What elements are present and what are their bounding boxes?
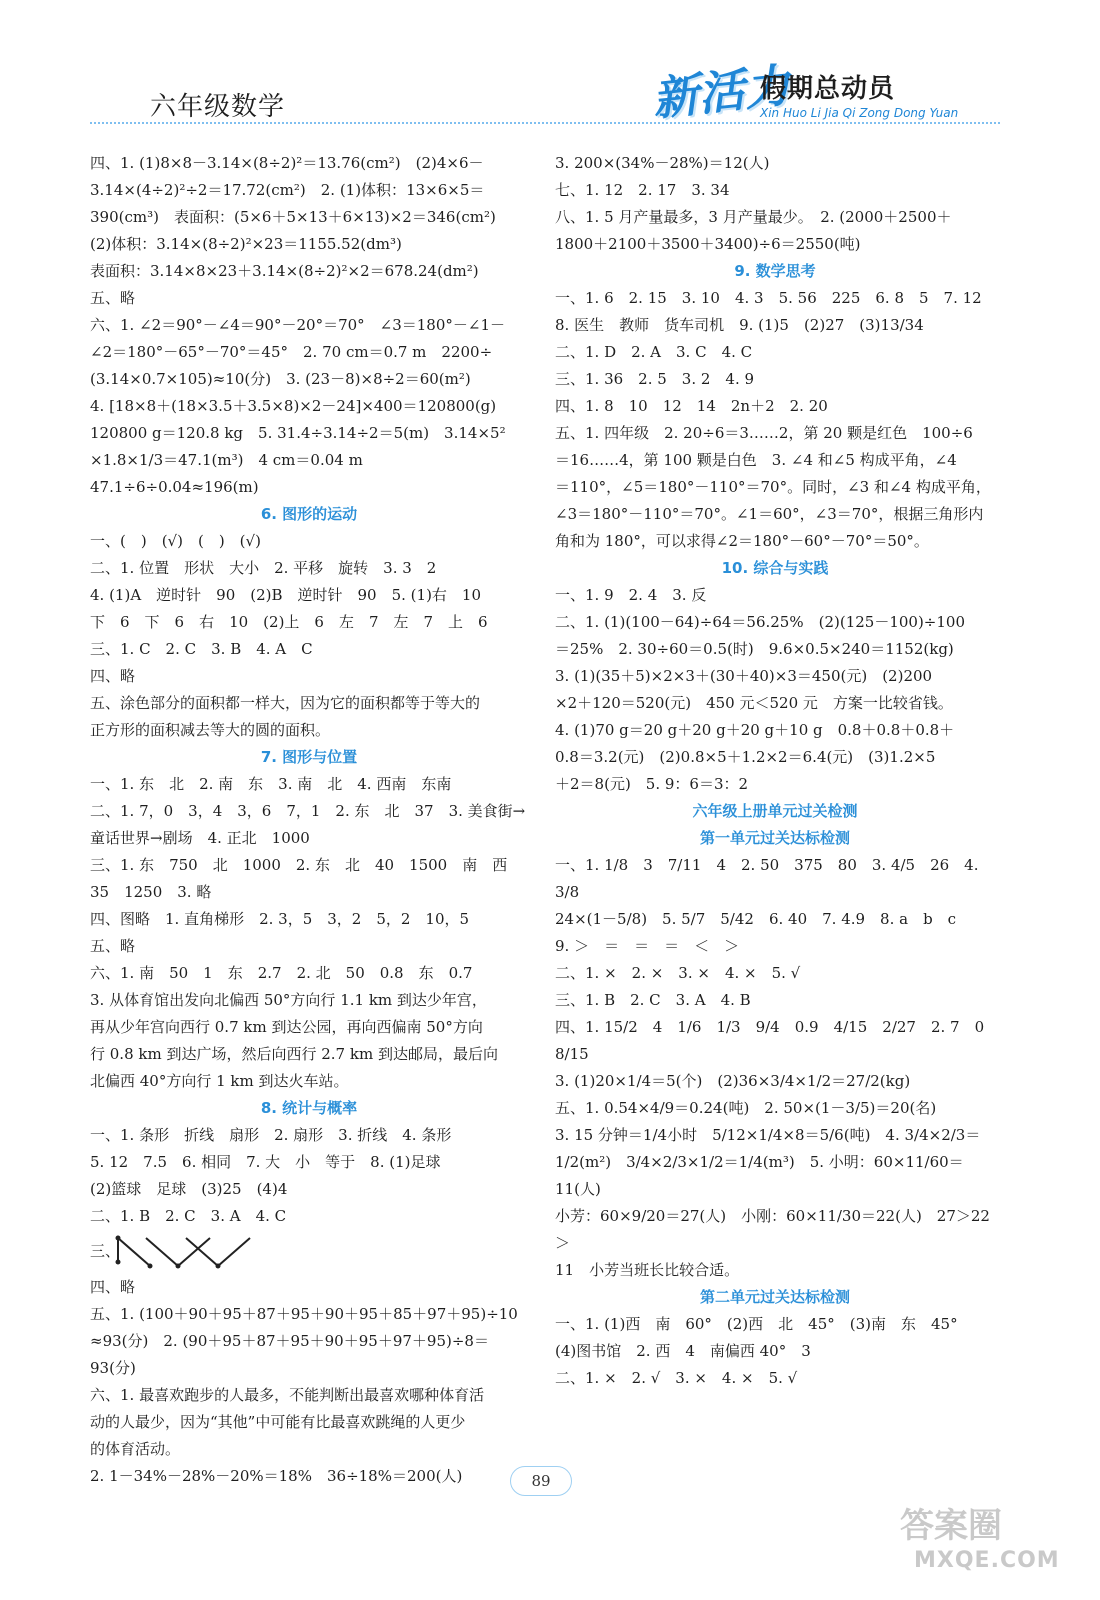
answer-line: 五、1. 0.54×4/9＝0.24(吨) 2. 50×(1－3/5)＝20(名): [555, 1099, 937, 1117]
answer-line: 4. (1)A 逆时针 90 (2)B 逆时针 90 5. (1)右 10: [90, 586, 482, 604]
matching-line-2: [146, 1238, 178, 1266]
answer-line: 4. (1)70 g＝20 g＋20 g＋20 g＋10 g 0.8＋0.8＋0.8＋: [555, 721, 955, 739]
matching-dot-3: [176, 1264, 181, 1269]
matching-line-4: [186, 1238, 218, 1266]
answer-line: 四、图略 1. 直角梯形 2. 3，5 3，2 5，2 10，5: [90, 910, 470, 928]
section-heading: 6. 图形的运动: [260, 505, 358, 523]
answer-line: ＋2＝8(元) 5. 9：6＝3：2: [555, 775, 749, 793]
answer-line: 一、1. 9 2. 4 3. 反: [555, 586, 707, 604]
answer-line: 三、1. 东 750 北 1000 2. 东 北 40 1500 南 西: [90, 856, 508, 874]
answer-line: 四、1. (1)8×8－3.14×(8÷2)²＝13.76(cm²) (2)4×6－: [90, 154, 484, 172]
answer-line: 一、1. (1)西 南 60° (2)西 北 45° (3)南 东 45°: [555, 1315, 958, 1333]
answer-line: 二、1. (1)(100－64)÷64＝56.25% (2)(125－100)÷100: [555, 613, 966, 631]
answer-line: 七、1. 12 2. 17 3. 34: [555, 181, 730, 199]
answer-line: 五、略: [90, 937, 136, 955]
logo-subtitle: 假期总动员: [760, 74, 896, 104]
section-heading: 9. 数学思考: [734, 262, 816, 280]
answer-line: 三、1. C 2. C 3. B 4. A C: [90, 640, 313, 658]
answer-line: 390(cm³) 表面积：(5×6＋5×13＋6×13)×2＝346(cm²): [90, 208, 496, 226]
answer-line: 表面积：3.14×8×23＋3.14×(8÷2)²×2＝678.24(dm²): [90, 262, 479, 280]
section-heading: 8. 统计与概率: [260, 1099, 358, 1117]
answer-line: 五、涂色部分的面积都一样大，因为它的面积都等于等大的: [90, 694, 481, 712]
answer-line: 三、1. B 2. C 3. A 4. B: [555, 991, 751, 1009]
answer-line: 角和为 180°，可以求得∠2＝180°－60°－70°＝50°。: [555, 532, 929, 550]
answer-line: 六、1. ∠2＝90°－∠4＝90°－20°＝70° ∠3＝180°－∠1－: [90, 316, 506, 334]
answer-line: (2)篮球 足球 (3)25 (4)4: [90, 1180, 288, 1198]
answer-line: 四、略: [90, 667, 136, 685]
answer-line: 24×(1－5/8) 5. 5/7 5/42 6. 40 7. 4.9 8. a b c: [555, 910, 957, 928]
answer-line: 1800＋2100＋3500＋3400)÷6＝2550(吨): [555, 235, 861, 253]
answer-line: 3. 15 分钟＝1/4小时 5/12×1/4×8＝5/6(吨) 4. 3/4×2/3＝: [555, 1126, 981, 1144]
answer-line: 二、1. × 2. √ 3. × 4. × 5. √: [555, 1369, 798, 1387]
answer-line: ∠3＝180°－110°＝70°。∠1＝60°，∠3＝70°，根据三角形内: [555, 505, 984, 523]
section-heading: 第一单元过关达标检测: [699, 829, 850, 847]
answer-line: 一、( ) (√) ( ) (√): [90, 532, 261, 550]
section-heading: 六年级上册单元过关检测: [692, 802, 858, 820]
answer-line: ＝110°，∠5＝180°－110°＝70°。同时，∠3 和∠4 构成平角，: [555, 478, 991, 496]
answer-line: 3. (1)20×1/4＝5(个) (2)36×3/4×1/2＝27/2(kg): [555, 1072, 911, 1090]
answer-line: ＝16……4，第 100 颗是白色 3. ∠4 和∠5 构成平角，∠4: [555, 451, 957, 469]
matching-line-5: [218, 1238, 250, 1266]
answer-line: (4)图书馆 2. 西 4 南偏西 40° 3: [555, 1342, 811, 1360]
answer-line: 11 小芳当班长比较合适。: [555, 1261, 740, 1279]
answer-line: 童话世界→剧场 4. 正北 1000: [90, 829, 310, 847]
answer-line: 四、1. 8 10 12 14 2n＋2 2. 20: [555, 397, 828, 415]
answer-line: 再从少年宫向西行 0.7 km 到达公园，再向西偏南 50°方向: [90, 1018, 483, 1036]
answer-line: 五、1. (100＋90＋95＋87＋95＋90＋95＋85＋97＋95)÷10: [90, 1305, 518, 1323]
answer-line: 5. 12 7.5 6. 相同 7. 大 小 等于 8. (1)足球: [90, 1153, 441, 1171]
answer-line: 动的人最少，因为“其他”中可能有比最喜欢跳绳的人更少: [90, 1413, 466, 1431]
answer-line: 8. 医生 教师 货车司机 9. (1)5 (2)27 (3)13/34: [555, 316, 924, 334]
answer-line: (2)体积：3.14×(8÷2)²×23＝1155.52(dm³): [90, 235, 402, 253]
matching-line-1: [118, 1238, 150, 1266]
answer-line: 一、1. 条形 折线 扇形 2. 扇形 3. 折线 4. 条形: [90, 1126, 452, 1144]
answer-line: 一、1. 东 北 2. 南 东 3. 南 北 4. 西南 东南: [90, 775, 452, 793]
answer-line: 五、1. 四年级 2. 20÷6＝3……2，第 20 颗是红色 100÷6: [555, 424, 973, 442]
answer-line: 9. ＞ ＝ ＝ ＝ ＜ ＞: [555, 937, 740, 955]
answer-line: 北偏西 40°方向行 1 km 到达火车站。: [90, 1072, 349, 1090]
answer-line: 六、1. 南 50 1 东 2.7 2. 北 50 0.8 东 0.7: [90, 964, 473, 982]
answer-line: 3. 200×(34%－28%)＝12(人): [555, 154, 770, 172]
answer-line: 一、1. 6 2. 15 3. 10 4. 3 5. 56 225 6. 8 5 7. 12: [555, 289, 982, 307]
answer-line: 八、1. 5 月产量最多，3 月产量最少。 2. (2000＋2500＋: [555, 208, 952, 226]
answer-line: 三、1. 36 2. 5 3. 2 4. 9: [555, 370, 755, 388]
answer-line: 下 6 下 6 右 10 (2)上 6 左 7 左 7 上 6: [90, 613, 488, 631]
answer-line: 3. (1)(35＋5)×2×3＋(30＋40)×3＝450(元) (2)200: [555, 667, 933, 685]
answer-line: 四、略: [90, 1278, 136, 1296]
answer-line: (3.14×0.7×105)≈10(分) 3. (23－8)×8÷2＝60(m²): [90, 370, 471, 388]
left-column: [90, 150, 528, 1490]
answer-line: 1/2(m²) 3/4×2/3×1/2＝1/4(m³) 5. 小明：60×11/60＝11(人): [555, 1153, 964, 1198]
watermark-url: MXQE.COM: [914, 1548, 1060, 1573]
answer-line: 小芳：60×9/20＝27(人) 小刚：60×11/30＝22(人) 27＞22＞: [555, 1207, 990, 1252]
answer-line: ≈93(分) 2. (90＋95＋87＋95＋90＋95＋97＋95)÷8＝93(分): [90, 1332, 489, 1377]
answer-line: 二、1. B 2. C 3. A 4. C: [90, 1207, 287, 1225]
page-number: 89: [510, 1466, 572, 1496]
answer-line: 二、1. 位置 形状 大小 2. 平移 旋转 3. 3 2: [90, 559, 437, 577]
matching-dot-1: [116, 1260, 121, 1265]
answer-line: 0.8＝3.2(元) (2)0.8×5＋1.2×2＝6.4(元) (3)1.2×5: [555, 748, 936, 766]
answer-line: 六、1. 最喜欢跑步的人最多，不能判断出最喜欢哪种体育活: [90, 1386, 485, 1404]
logo-pinyin: Xin Huo Li Jia Qi Zong Dong Yuan: [760, 106, 959, 120]
answer-line: 五、略: [90, 289, 136, 307]
section-heading: 7. 图形与位置: [260, 748, 358, 766]
answer-line: 正方形的面积减去等大的圆的面积。: [90, 721, 331, 739]
answer-line: 的体育活动。: [90, 1440, 181, 1458]
answer-line: ＝25% 2. 30÷60＝0.5(时) 9.6×0.5×240＝1152(kg): [555, 640, 954, 658]
answer-line: 行 0.8 km 到达广场，然后向西行 2.7 km 到达邮局，最后向: [90, 1045, 498, 1063]
answer-line: 35 1250 3. 略: [90, 883, 212, 901]
answer-line: 一、1. 1/8 3 7/11 4 2. 50 375 80 3. 4/5 26 4. 3/8: [555, 856, 984, 901]
matching-diagram-row: [90, 1230, 528, 1274]
answer-line: ∠2＝180°－65°－70°＝45° 2. 70 cm＝0.7 m 2200÷: [90, 343, 493, 361]
answer-line: 3. 从体育馆出发向北偏西 50°方向行 1.1 km 到达少年宫，: [90, 991, 487, 1009]
grade-title: 六年级数学: [150, 92, 286, 122]
page-header: [0, 0, 1100, 140]
right-column: [555, 150, 1000, 1392]
header-divider: [90, 122, 1000, 124]
watermark-logo: 答案圈: [900, 1506, 1002, 1546]
answer-line: 二、1. 7，0 3，4 3，6 7，1 2. 东 北 37 3. 美食街→: [90, 802, 526, 820]
answer-line: 120800 g＝120.8 kg 5. 31.4÷3.14÷2＝5(m) 3.14×5²: [90, 424, 506, 442]
answer-line: 二、1. D 2. A 3. C 4. C: [555, 343, 753, 361]
matching-label: 三、: [90, 1242, 121, 1260]
matching-dot-2: [148, 1264, 153, 1269]
answer-line: 二、1. × 2. × 3. × 4. × 5. √: [555, 964, 801, 982]
answer-line: ×1.8×1/3＝47.1(m³) 4 cm＝0.04 m 47.1÷6÷0.04≈196(m): [90, 451, 378, 496]
section-heading: 第二单元过关达标检测: [699, 1288, 850, 1306]
answer-line: 4. [18×8＋(18×3.5＋3.5×8)×2－24]×400＝120800(g): [90, 397, 497, 415]
matching-dot-0: [116, 1236, 121, 1241]
matching-dot-4: [216, 1264, 221, 1269]
answer-line: 四、1. 15/2 4 1/6 1/3 9/4 0.9 4/15 2/27 2. 7 0 8/15: [555, 1018, 1000, 1063]
answer-line: 2. 1－34%－28%－20%＝18% 36÷18%＝200(人): [90, 1467, 463, 1485]
section-heading: 10. 综合与实践: [721, 559, 829, 577]
answer-line: ×2＋120＝520(元) 450 元＜520 元 方案一比较省钱。: [555, 694, 953, 712]
answer-line: 3.14×(4÷2)²÷2＝17.72(cm²) 2. (1)体积：13×6×5＝: [90, 181, 485, 199]
logo-brand: 新活力: [649, 57, 793, 127]
matching-lines-diagram: [114, 1232, 254, 1272]
matching-line-3: [178, 1238, 210, 1266]
